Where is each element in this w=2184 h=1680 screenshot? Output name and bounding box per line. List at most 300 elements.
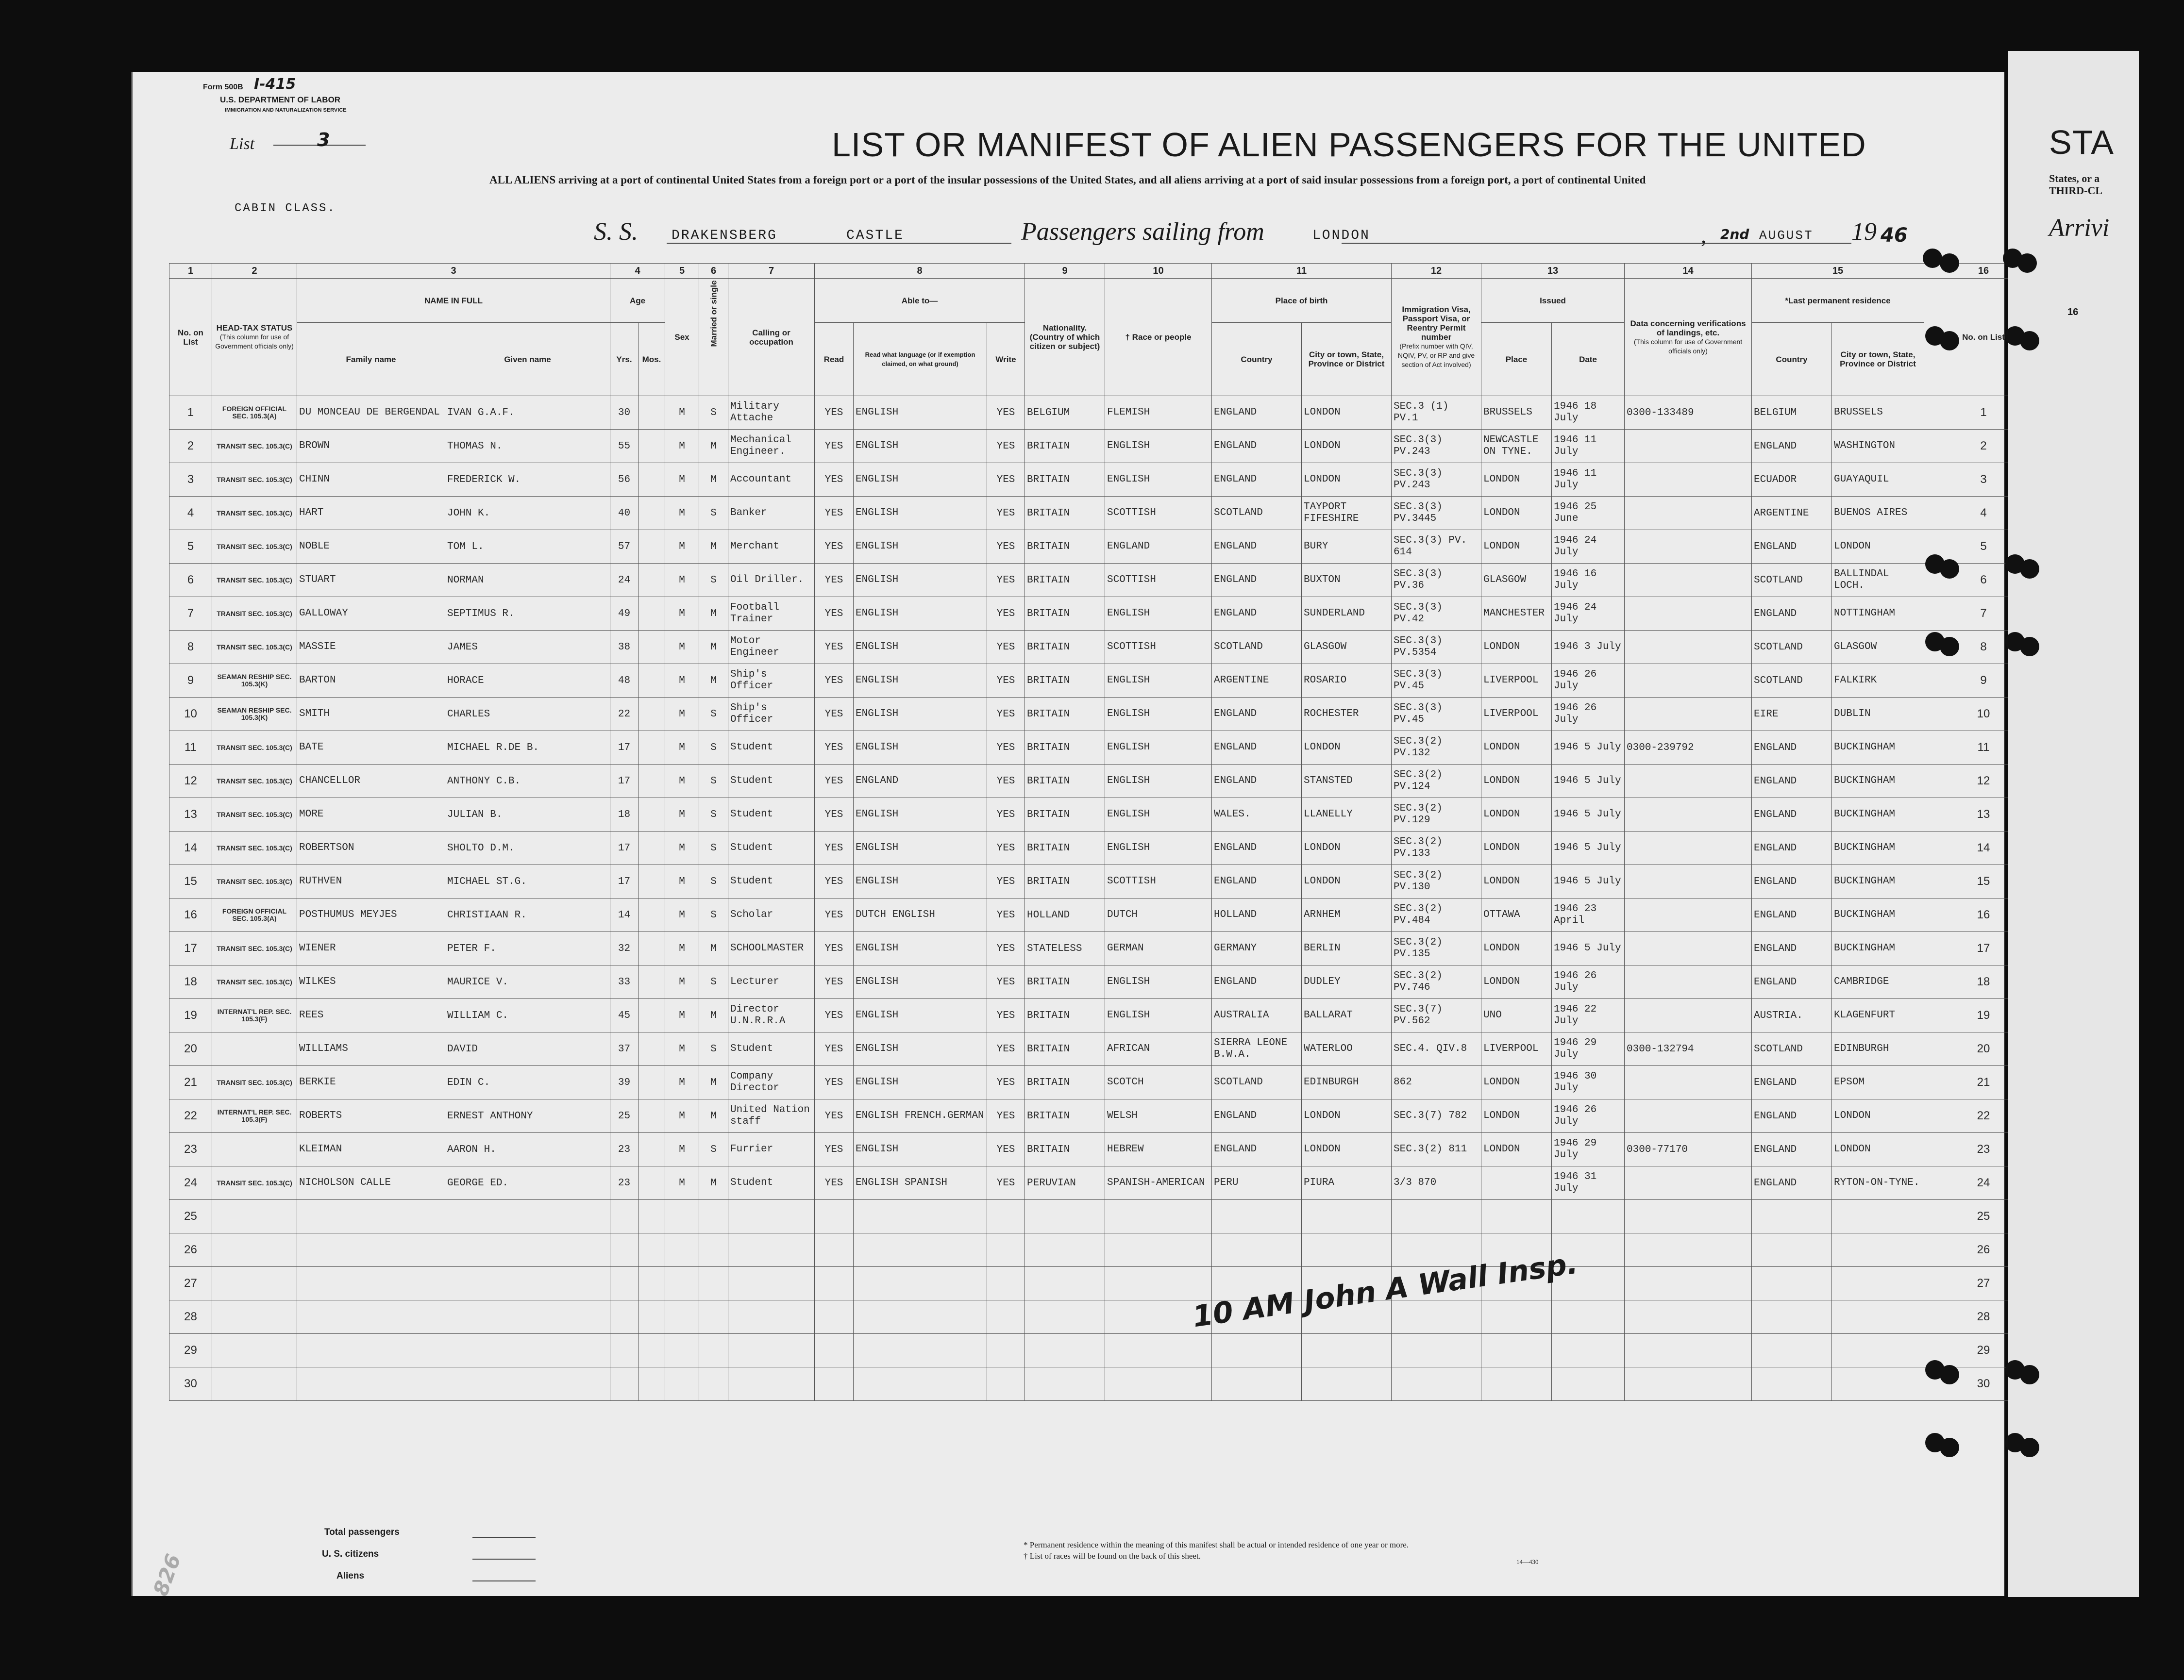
- verification: [1625, 1267, 1752, 1300]
- age-years: [610, 1200, 638, 1233]
- race: GERMAN: [1105, 932, 1212, 965]
- row-number: 12: [169, 765, 212, 798]
- given-name: ANTHONY C.B.: [445, 765, 610, 798]
- residence-city: EDINBURGH: [1832, 1032, 1924, 1066]
- comma: ,: [1701, 223, 1707, 248]
- sex: M: [665, 798, 699, 832]
- nationality: [1025, 1334, 1105, 1367]
- write: YES: [987, 530, 1025, 564]
- page-title: LIST OR MANIFEST OF ALIEN PASSENGERS FOR THE UNITED: [832, 126, 1866, 164]
- write: YES: [987, 664, 1025, 698]
- birth-city: LONDON: [1302, 430, 1392, 463]
- row-number: 1: [169, 396, 212, 430]
- head-tax-status: TRANSIT SEC. 105.3(C): [212, 463, 297, 497]
- age-years: 49: [610, 597, 638, 631]
- residence-city: BUCKINGHAM: [1832, 731, 1924, 765]
- form-code: 14—430: [1516, 1558, 1539, 1565]
- ship-name-part1: DRAKENSBERG: [672, 228, 777, 243]
- language: ENGLISH: [854, 865, 987, 898]
- nationality: BRITAIN: [1025, 765, 1105, 798]
- age-years: 37: [610, 1032, 638, 1066]
- head-tax-status: [212, 1334, 297, 1367]
- table-row: [169, 1166, 2043, 1200]
- name-in-full-header: NAME IN FULL: [297, 279, 610, 323]
- sex: M: [665, 497, 699, 530]
- verification: [1625, 1200, 1752, 1233]
- verification: [1625, 1233, 1752, 1267]
- language: ENGLISH: [854, 396, 987, 430]
- sex: [665, 1334, 699, 1367]
- issued-place: LONDON: [1481, 463, 1552, 497]
- nationality: BRITAIN: [1025, 999, 1105, 1032]
- calling: [728, 1334, 815, 1367]
- row-number-right: 20: [1924, 1032, 2043, 1066]
- punch-hole: [2020, 1365, 2039, 1384]
- write: YES: [987, 1032, 1025, 1066]
- adjacent-title: STA: [2049, 123, 2114, 161]
- race: [1105, 1233, 1212, 1267]
- residence-country: ENGLAND: [1752, 1066, 1832, 1099]
- nationality: BRITAIN: [1025, 965, 1105, 999]
- marital-status: [699, 1300, 728, 1334]
- adjacent-col-number: 16: [2067, 307, 2079, 317]
- issued-place: LONDON: [1481, 1066, 1552, 1099]
- nationality: BRITAIN: [1025, 497, 1105, 530]
- residence-city: FALKIRK: [1832, 664, 1924, 698]
- head-tax-status: [212, 1267, 297, 1300]
- head-tax-status: TRANSIT SEC. 105.3(C): [212, 765, 297, 798]
- nationality: BELGIUM: [1025, 396, 1105, 430]
- residence-city: RYTON-ON-TYNE.: [1832, 1166, 1924, 1200]
- residence-country: [1752, 1334, 1832, 1367]
- residence-city: [1832, 1334, 1924, 1367]
- visa-note: (Prefix number with QIV, NQIV, PV, or RP and give section of Act involved): [1397, 342, 1475, 368]
- punch-hole: [2020, 1438, 2039, 1457]
- residence-city: BUCKINGHAM: [1832, 798, 1924, 832]
- residence-country: ENGLAND: [1752, 530, 1832, 564]
- form-handwritten-number: I-415: [254, 76, 296, 93]
- verification-note: (This column for use of Government officials only): [1633, 337, 1743, 355]
- language: [854, 1267, 987, 1300]
- table-row: [169, 965, 2043, 999]
- age-months: [638, 1166, 665, 1200]
- issued-place: LIVERPOOL: [1481, 698, 1552, 731]
- race: HEBREW: [1105, 1133, 1212, 1166]
- race: SCOTTISH: [1105, 497, 1212, 530]
- race: SCOTCH: [1105, 1066, 1212, 1099]
- write: YES: [987, 832, 1025, 865]
- marital-status: M: [699, 430, 728, 463]
- verification: [1625, 631, 1752, 664]
- res-city-header: City or town, State, Province or District: [1832, 323, 1924, 396]
- read: YES: [815, 664, 854, 698]
- age-months: [638, 965, 665, 999]
- marital-status: S: [699, 731, 728, 765]
- birth-country: ENGLAND: [1212, 698, 1302, 731]
- punch-hole: [2017, 253, 2037, 273]
- marital-status: S: [699, 865, 728, 898]
- given-name: [445, 1367, 610, 1401]
- issued-place: LONDON: [1481, 731, 1552, 765]
- read: YES: [815, 731, 854, 765]
- given-name: [445, 1233, 610, 1267]
- visa: SEC.3(2) PV.135: [1392, 932, 1481, 965]
- punch-hole: [2020, 637, 2039, 656]
- col-num: 10: [1105, 264, 1212, 279]
- table-row: [169, 1133, 2043, 1166]
- issued-place: LONDON: [1481, 631, 1552, 664]
- head-tax-status: [212, 1367, 297, 1401]
- language: ENGLISH: [854, 497, 987, 530]
- verification: [1625, 664, 1752, 698]
- issued-date: 1946 26 July: [1552, 965, 1625, 999]
- age-months: [638, 765, 665, 798]
- head-tax-status: TRANSIT SEC. 105.3(C): [212, 1166, 297, 1200]
- race: ENGLISH: [1105, 832, 1212, 865]
- family-name: [297, 1367, 445, 1401]
- birth-city-header: City or town, State, Province or District: [1302, 323, 1392, 396]
- family-name: STUART: [297, 564, 445, 597]
- marital-status: S: [699, 698, 728, 731]
- age-months: [638, 1066, 665, 1099]
- write: [987, 1334, 1025, 1367]
- marital-status: M: [699, 1166, 728, 1200]
- calling: Banker: [728, 497, 815, 530]
- col-num: 13: [1481, 264, 1625, 279]
- birth-country: ENGLAND: [1212, 765, 1302, 798]
- verification: [1625, 1367, 1752, 1401]
- visa: 862: [1392, 1066, 1481, 1099]
- language: ENGLISH: [854, 564, 987, 597]
- head-tax-status: TRANSIT SEC. 105.3(C): [212, 965, 297, 999]
- read: YES: [815, 631, 854, 664]
- family-name: DU MONCEAU DE BERGENDAL: [297, 396, 445, 430]
- birth-city: ROSARIO: [1302, 664, 1392, 698]
- row-number-right: 6: [1924, 564, 2043, 597]
- verification: 0300-132794: [1625, 1032, 1752, 1066]
- age-months: [638, 1367, 665, 1401]
- issued-date: 1946 5 July: [1552, 832, 1625, 865]
- calling: Football Trainer: [728, 597, 815, 631]
- issued-header: Issued: [1481, 279, 1625, 323]
- read: [815, 1233, 854, 1267]
- total-passengers-label: Total passengers: [324, 1527, 400, 1537]
- read: YES: [815, 497, 854, 530]
- visa: SEC.3(3) PV.45: [1392, 664, 1481, 698]
- given-name: TOM L.: [445, 530, 610, 564]
- birth-country: ENGLAND: [1212, 430, 1302, 463]
- punch-hole: [1923, 249, 1942, 268]
- birth-city: WATERLOO: [1302, 1032, 1392, 1066]
- row-number: 10: [169, 698, 212, 731]
- verification: [1625, 430, 1752, 463]
- year-prefix: 19: [1851, 218, 1877, 246]
- issued-date-header: Date: [1552, 323, 1625, 396]
- residence-country: [1752, 1233, 1832, 1267]
- birth-country: GERMANY: [1212, 932, 1302, 965]
- column-number-row: [169, 264, 2043, 279]
- family-name: HART: [297, 497, 445, 530]
- birth-city: BERLIN: [1302, 932, 1392, 965]
- family-name: CHINN: [297, 463, 445, 497]
- issued-date: 1946 29 July: [1552, 1133, 1625, 1166]
- visa-header: [1392, 279, 1481, 396]
- birth-city: SUNDERLAND: [1302, 597, 1392, 631]
- residence-city: LONDON: [1832, 530, 1924, 564]
- head-tax-status: TRANSIT SEC. 105.3(C): [212, 530, 297, 564]
- nationality: [1025, 1300, 1105, 1334]
- verification: [1625, 1066, 1752, 1099]
- given-name: [445, 1267, 610, 1300]
- birth-country: WALES.: [1212, 798, 1302, 832]
- residence-city: BRUSSELS: [1832, 396, 1924, 430]
- date-month: AUGUST: [1759, 228, 1814, 243]
- birth-country: SCOTLAND: [1212, 497, 1302, 530]
- read: YES: [815, 832, 854, 865]
- issued-place: LONDON: [1481, 765, 1552, 798]
- verification: 0300-239792: [1625, 731, 1752, 765]
- row-number: 9: [169, 664, 212, 698]
- issued-place: NEWCASTLE ON TYNE.: [1481, 430, 1552, 463]
- issued-place: OTTAWA: [1481, 898, 1552, 932]
- table-row: [169, 597, 2043, 631]
- manifest-sheet: [131, 72, 2004, 1596]
- visa: SEC.3(7) 782: [1392, 1099, 1481, 1133]
- row-number: 17: [169, 932, 212, 965]
- language: ENGLISH: [854, 965, 987, 999]
- issued-place: LIVERPOOL: [1481, 1032, 1552, 1066]
- marital-status: M: [699, 1099, 728, 1133]
- row-number-right: 2: [1924, 430, 2043, 463]
- row-number-right: 8: [1924, 631, 2043, 664]
- col-num: 8: [815, 264, 1025, 279]
- sex: M: [665, 765, 699, 798]
- language: ENGLISH: [854, 430, 987, 463]
- birth-city: LONDON: [1302, 463, 1392, 497]
- residence-city: BUCKINGHAM: [1832, 865, 1924, 898]
- age-months: [638, 664, 665, 698]
- row-number: 20: [169, 1032, 212, 1066]
- write: YES: [987, 463, 1025, 497]
- issued-place-header: Place: [1481, 323, 1552, 396]
- table-row: [169, 999, 2043, 1032]
- list-label: List: [230, 135, 255, 153]
- marital-status: [699, 1200, 728, 1233]
- row-number: 3: [169, 463, 212, 497]
- birth-city: PIURA: [1302, 1166, 1392, 1200]
- birth-country: SIERRA LEONE B.W.A.: [1212, 1032, 1302, 1066]
- sex: M: [665, 430, 699, 463]
- given-name: HORACE: [445, 664, 610, 698]
- calling: Furrier: [728, 1133, 815, 1166]
- table-row: [169, 698, 2043, 731]
- margin-number: 826: [148, 1550, 185, 1599]
- head-tax-status: TRANSIT SEC. 105.3(C): [212, 798, 297, 832]
- row-number: 28: [169, 1300, 212, 1334]
- issued-place: BRUSSELS: [1481, 396, 1552, 430]
- race: ENGLISH: [1105, 597, 1212, 631]
- sex: M: [665, 898, 699, 932]
- write: YES: [987, 597, 1025, 631]
- marital-status: M: [699, 597, 728, 631]
- birth-city: LONDON: [1302, 832, 1392, 865]
- write: YES: [987, 1066, 1025, 1099]
- birth-country: AUSTRALIA: [1212, 999, 1302, 1032]
- age-years: 14: [610, 898, 638, 932]
- table-row: [169, 1300, 2043, 1334]
- head-tax-status: TRANSIT SEC. 105.3(C): [212, 430, 297, 463]
- issued-place: [1481, 1300, 1552, 1334]
- family-name: GALLOWAY: [297, 597, 445, 631]
- row-number: 26: [169, 1233, 212, 1267]
- read: YES: [815, 999, 854, 1032]
- race: FLEMISH: [1105, 396, 1212, 430]
- write: YES: [987, 698, 1025, 731]
- birth-country: ARGENTINE: [1212, 664, 1302, 698]
- calling: [728, 1200, 815, 1233]
- residence-country: EIRE: [1752, 698, 1832, 731]
- head-tax-status: [212, 1300, 297, 1334]
- head-tax-status: TRANSIT SEC. 105.3(C): [212, 731, 297, 765]
- row-number: 7: [169, 597, 212, 631]
- read: YES: [815, 932, 854, 965]
- row-number-right: 1: [1924, 396, 2043, 430]
- sex: M: [665, 965, 699, 999]
- issued-date: 1946 16 July: [1552, 564, 1625, 597]
- punch-hole: [1940, 559, 1959, 579]
- family-name: ROBERTSON: [297, 832, 445, 865]
- language: [854, 1200, 987, 1233]
- race: ENGLISH: [1105, 664, 1212, 698]
- head-tax-status: TRANSIT SEC. 105.3(C): [212, 932, 297, 965]
- residence-city: EPSOM: [1832, 1066, 1924, 1099]
- form-label: Form 500B: [203, 83, 243, 91]
- given-name: CHRISTIAAN R.: [445, 898, 610, 932]
- read: YES: [815, 698, 854, 731]
- col-num: 12: [1392, 264, 1481, 279]
- read: YES: [815, 765, 854, 798]
- table-row: [169, 1032, 2043, 1066]
- sex: M: [665, 1099, 699, 1133]
- table-row: [169, 1200, 2043, 1233]
- nationality: BRITAIN: [1025, 1133, 1105, 1166]
- verification-header: [1625, 279, 1752, 396]
- row-number-right: 27: [1924, 1267, 2043, 1300]
- birth-country: ENGLAND: [1212, 1099, 1302, 1133]
- marital-status: S: [699, 898, 728, 932]
- marital-status: S: [699, 832, 728, 865]
- sex: M: [665, 865, 699, 898]
- verification: [1625, 1166, 1752, 1200]
- sex: M: [665, 731, 699, 765]
- given-name-header: Given name: [445, 323, 610, 396]
- family-name: [297, 1267, 445, 1300]
- residence-city: BUENOS AIRES: [1832, 497, 1924, 530]
- class-stamp: CABIN CLASS.: [235, 202, 336, 215]
- issued-date: 1946 5 July: [1552, 932, 1625, 965]
- table-row: [169, 932, 2043, 965]
- issued-place: LONDON: [1481, 530, 1552, 564]
- head-tax-status: [212, 1233, 297, 1267]
- write: YES: [987, 1099, 1025, 1133]
- table-row: [169, 1099, 2043, 1133]
- read: [815, 1367, 854, 1401]
- read: [815, 1267, 854, 1300]
- family-name: BROWN: [297, 430, 445, 463]
- issued-place: LONDON: [1481, 965, 1552, 999]
- sex: M: [665, 999, 699, 1032]
- age-years: [610, 1267, 638, 1300]
- head-tax-status: INTERNAT'L REP. SEC. 105.3(F): [212, 999, 297, 1032]
- write: [987, 1267, 1025, 1300]
- write: YES: [987, 765, 1025, 798]
- family-name: [297, 1334, 445, 1367]
- marital-status: M: [699, 664, 728, 698]
- visa: SEC.3(2) PV.746: [1392, 965, 1481, 999]
- birth-city: BUXTON: [1302, 564, 1392, 597]
- residence-city: [1832, 1233, 1924, 1267]
- visa: SEC.3(3) PV.42: [1392, 597, 1481, 631]
- issued-place: LIVERPOOL: [1481, 664, 1552, 698]
- residence-country: AUSTRIA.: [1752, 999, 1832, 1032]
- marital-status: M: [699, 932, 728, 965]
- punch-hole: [2020, 559, 2039, 579]
- punch-hole: [1940, 253, 1959, 273]
- race: [1105, 1200, 1212, 1233]
- age-years: 17: [610, 765, 638, 798]
- age-years: 23: [610, 1133, 638, 1166]
- age-months: [638, 1099, 665, 1133]
- marital-status: S: [699, 1133, 728, 1166]
- sex: M: [665, 597, 699, 631]
- issued-date: 1946 22 July: [1552, 999, 1625, 1032]
- head-tax-status: [212, 1032, 297, 1066]
- given-name: MAURICE V.: [445, 965, 610, 999]
- race: ENGLISH: [1105, 765, 1212, 798]
- row-number-right: 18: [1924, 965, 2043, 999]
- table-row: [169, 631, 2043, 664]
- given-name: THOMAS N.: [445, 430, 610, 463]
- sex: [665, 1200, 699, 1233]
- visa: SEC.3(2) PV.484: [1392, 898, 1481, 932]
- issued-date: [1552, 1334, 1625, 1367]
- race: AFRICAN: [1105, 1032, 1212, 1066]
- table-row: [169, 898, 2043, 932]
- visa: SEC.3(3) PV.45: [1392, 698, 1481, 731]
- residence-city: [1832, 1300, 1924, 1334]
- birth-country: ENGLAND: [1212, 597, 1302, 631]
- age-years: 45: [610, 999, 638, 1032]
- table-row: [169, 731, 2043, 765]
- residence-country: ECUADOR: [1752, 463, 1832, 497]
- residence-country: ENGLAND: [1752, 798, 1832, 832]
- write: YES: [987, 564, 1025, 597]
- language: ENGLISH: [854, 731, 987, 765]
- age-years: 57: [610, 530, 638, 564]
- visa: SEC.3(3) PV.5354: [1392, 631, 1481, 664]
- birth-country: SCOTLAND: [1212, 631, 1302, 664]
- adjacent-subtitle-1: States, or a: [2049, 172, 2100, 184]
- family-name: WIENER: [297, 932, 445, 965]
- calling: Student: [728, 865, 815, 898]
- residence-country: ENGLAND: [1752, 898, 1832, 932]
- given-name: NORMAN: [445, 564, 610, 597]
- race: SCOTTISH: [1105, 631, 1212, 664]
- family-name: WILLIAMS: [297, 1032, 445, 1066]
- age-years: 56: [610, 463, 638, 497]
- visa: SEC.3(3) PV.243: [1392, 463, 1481, 497]
- verification: 0300-77170: [1625, 1133, 1752, 1166]
